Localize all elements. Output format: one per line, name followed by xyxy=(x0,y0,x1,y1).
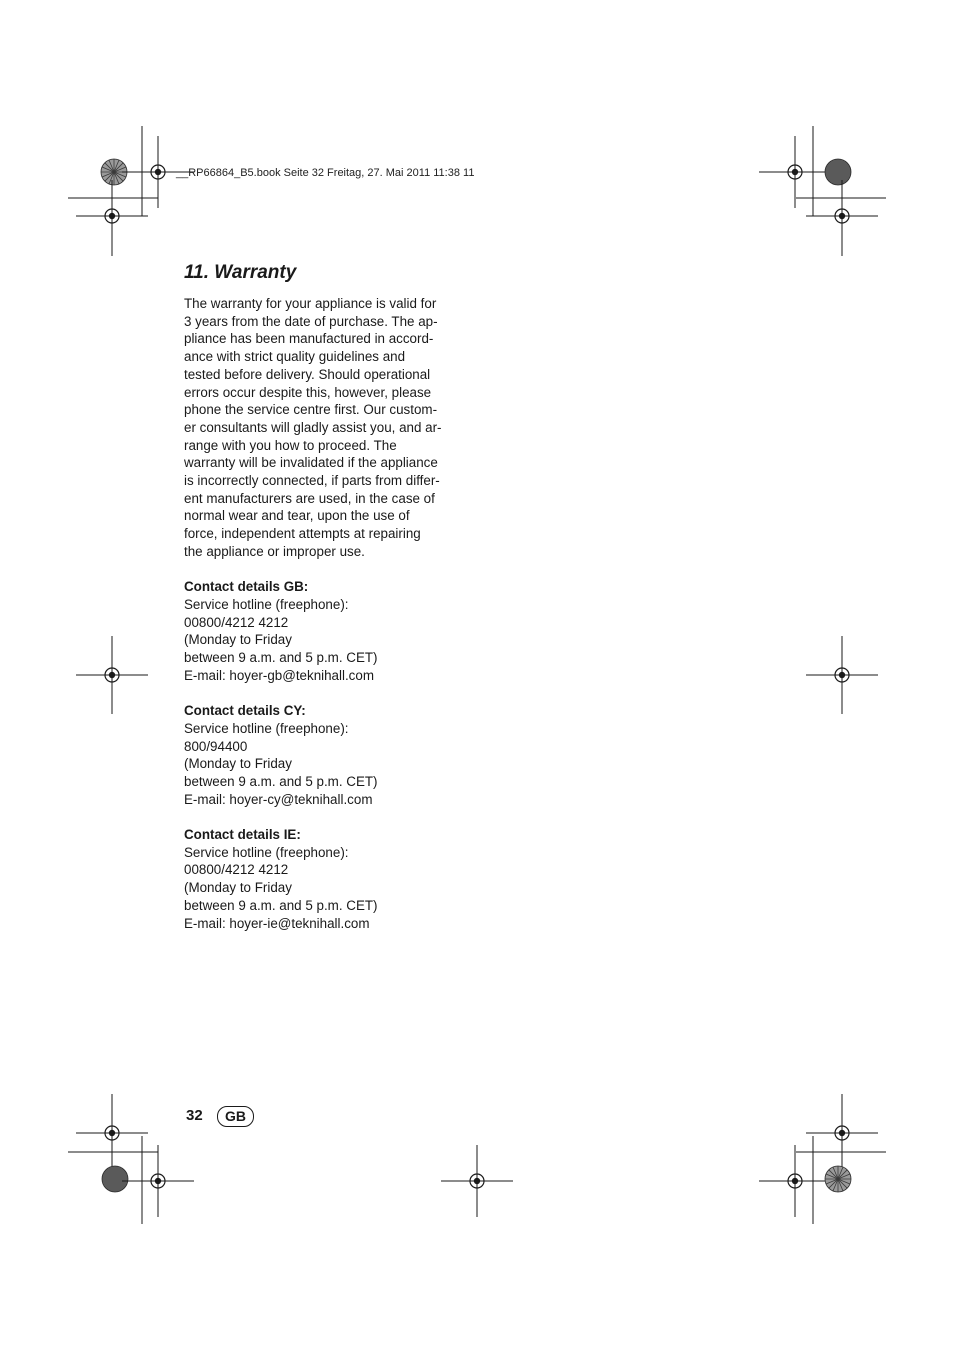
service-days: (Monday to Friday xyxy=(184,632,292,648)
email-address: E-mail: hoyer-gb@teknihall.com xyxy=(184,667,374,683)
paragraph-line: errors occur despite this, however, please xyxy=(184,384,432,400)
paragraph-line: the appliance or improper use. xyxy=(184,543,365,559)
contact-heading: Contact details IE: xyxy=(184,827,301,843)
warranty-paragraph xyxy=(184,295,464,561)
service-hours: between 9 a.m. and 5 p.m. CET) xyxy=(184,773,378,789)
email-address: E-mail: hoyer-cy@teknihall.com xyxy=(184,791,373,807)
country-badge: GB xyxy=(217,1106,254,1127)
hotline-label: Service hotline (freephone): xyxy=(184,596,349,612)
email-address: E-mail: hoyer-ie@teknihall.com xyxy=(184,915,370,931)
paragraph-line: ance with strict quality guidelines and xyxy=(184,349,406,365)
page-content xyxy=(184,260,464,932)
paragraph-line: ent manufacturers are used, in the case of xyxy=(184,490,435,506)
paragraph-line: pliance has been manufactured in accord- xyxy=(184,331,434,347)
print-header: __RP66864_B5.book Seite 32 Freitag, 27. Mai 2011 11:38 11 xyxy=(176,167,475,179)
paragraph-line: phone the service centre first. Our custom- xyxy=(184,402,438,418)
paragraph-line: is incorrectly connected, if parts from differ- xyxy=(184,473,440,489)
paragraph-line: tested before delivery. Should operational xyxy=(184,366,431,382)
phone-number: 00800/4212 4212 xyxy=(184,614,289,630)
paragraph-line: range with you how to proceed. The xyxy=(184,437,397,453)
page-number: 32 xyxy=(186,1107,203,1124)
paragraph-line: The warranty for your appliance is valid for xyxy=(184,296,437,311)
contact-heading: Contact details GB: xyxy=(184,579,309,595)
paragraph-line: 3 years from the date of purchase. The ap- xyxy=(184,313,438,329)
phone-number: 800/94400 xyxy=(184,738,248,754)
service-hours: between 9 a.m. and 5 p.m. CET) xyxy=(184,650,378,666)
contact-block-ie xyxy=(184,826,464,932)
paragraph-line: normal wear and tear, upon the use of xyxy=(184,508,410,524)
section-title: 11. Warranty xyxy=(184,262,297,283)
hotline-label: Service hotline (freephone): xyxy=(184,844,349,860)
service-days: (Monday to Friday xyxy=(184,756,292,772)
service-days: (Monday to Friday xyxy=(184,880,292,896)
paragraph-line: force, independent attempts at repairing xyxy=(184,526,421,542)
contact-block-gb xyxy=(184,578,464,684)
contact-block-cy xyxy=(184,702,464,808)
contact-heading: Contact details CY: xyxy=(184,703,306,719)
paragraph-line: warranty will be invalidated if the appliance xyxy=(184,455,438,471)
hotline-label: Service hotline (freephone): xyxy=(184,720,349,736)
service-hours: between 9 a.m. and 5 p.m. CET) xyxy=(184,897,378,913)
paragraph-line: er consultants will gladly assist you, and ar- xyxy=(184,419,442,435)
phone-number: 00800/4212 4212 xyxy=(184,862,289,878)
